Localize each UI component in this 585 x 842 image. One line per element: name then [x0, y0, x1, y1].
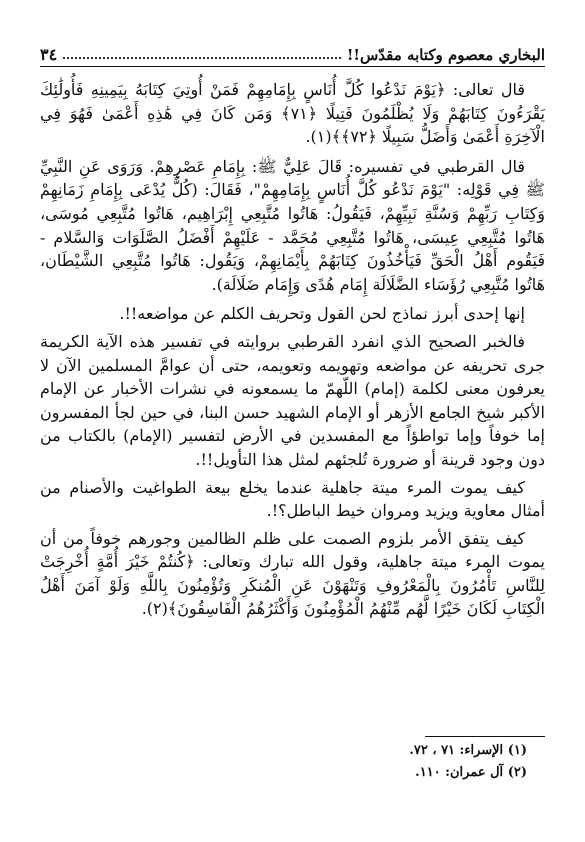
main-text [40, 78, 545, 625]
header-title: البخاري معصوم وكتابه مقدّس!! [346, 46, 545, 64]
paragraph-silence-verse: كيف يتفق الأمر بلزوم الصمت على ظلم الظالمين وجورهم خوفاً من أن يموت المرء ميتة جاهلية، وقول الله تبارك وتعالى: ﴿كُنتُمْ خَيْرَ أُمَّةٍ أُخْرِجَتْ لِلنَّاسِ تَأْمُرُونَ بِالْمَعْرُوفِ وَتَنْهَوْنَ عَنِ الْمُنكَرِ وَتُؤْمِنُونَ بِاللَّهِ وَلَوْ آمَنَ أَهْلُ الْكِتَابِ لَكَانَ خَيْرًا لَّهُم مِّنْهُمُ الْمُؤْمِنُونَ وَأَكْثَرُهُمُ الْفَاسِقُونَ﴾(٢). [40, 528, 545, 619]
footnote-1: (١) الإسراء: ٧١ ، ٧٢. [409, 743, 527, 758]
footnote-2: (٢) آل عمران: ١١٠. [415, 765, 527, 780]
footnote-divider [425, 736, 545, 737]
footnotes [40, 740, 545, 784]
header-divider [40, 66, 545, 67]
page-number: ٣٤ [40, 45, 58, 64]
paragraph-verse-isra: قال تعالى: ﴿يَوْمَ نَدْعُوا كُلَّ أُنَاسٍ بِإِمَامِهِمْ فَمَنْ أُوتِيَ كِتَابَهُ بِيَمِينِهِ فَأُولَٰئِكَ يَقْرَءُونَ كِتَابَهُمْ وَلَا يُظْلَمُونَ فَتِيلًا ﴿٧١﴾ وَمَن كَانَ فِي هَٰذِهِ أَعْمَىٰ فَهُوَ فِي الْآخِرَةِ أَعْمَىٰ وَأَضَلُّ سَبِيلًا ﴿٧٢﴾﴾(١). [40, 80, 546, 147]
paragraph-qurtubi: قال القرطبي في تفسيره: قَالَ عَلِيٌّ ﷺ: بِإِمَامِ عَصْرِهِمْ. وَرَوَى عَنِ النَّبِيِّ ﷺ فِي قَوْلِه: "يَوْمَ نَدْعُو كُلَّ أُنَاسٍ بِإِمَامِهِمْ"، فَقَالَ: (كُلٌّ يُدْعَى بِإِمَامِ زَمَانِهِمْ وَكِتَابِ رَبِّهِمْ وَسُنَّةِ نَبِيِّهِمْ، فَيَقُولُ: هَاتُوا مُتَّبِعِي إِبْرَاهِيم، هَاتُوا مُتَّبِعِي مُوسَى، هَاتُوا مُتَّبِعِي عِيسَى، هَاتُوا مُتَّبِعِي مُحَمَّد - عَلَيْهِمْ أَفْضَلُ الصَّلَوَات وَالسَّلام - فَيَقُوم أَهْلُ الْحَقِّ فَيَأْخُذُونَ كِتَابَهُمْ بِأَيْمَانِهِمْ، وَيَقُول: هَاتُوا مُتَّبِعِي الشَّيْطَان، هَاتُوا مُتَّبِعِي رُؤَسَاء الضَّلَالَة إِمَام هُدًى وَإِمَام ضَلَالَة). [40, 156, 545, 294]
running-header [40, 40, 545, 64]
paragraph-jahiliyya-death: كيف يموت المرء ميتة جاهلية عندما يخلع بيعة الطواغيت والأصنام من أمثال معاوية ويزيد ومروان خيط الباطل؟!. [40, 477, 545, 521]
paragraph-sahih-report: فالخبر الصحيح الذي انفرد القرطبي بروايته في تفسير هذه الآية الكريمة جرى تحريفه عن مواضعه وتهويمه وتعويمه، حتى أن عوامَّ المسلمين الآن لا يعرفون معنى لكلمة (إمام) اللّهمّ ما يسمعونه في نشرات الأخبار عن الإمام الأكبر شيخ الجامع الأزهر أو الإمام الشهيد حسن البنا، في حين لجأ المفسرون إما خوفاً وإما تواطؤاً مع المفسدين في الأرض لتفسير (الإمام) بالكتاب من دون وجود قرينة أو ضرورة تُلجئهم لمثل هذا التأويل!!. [40, 331, 546, 469]
header-leader-dots [63, 56, 341, 59]
paragraph-distortion: إنها إحدى أبرز نماذج لحن القول وتحريف الكلم عن مواضعه!!. [119, 304, 525, 324]
